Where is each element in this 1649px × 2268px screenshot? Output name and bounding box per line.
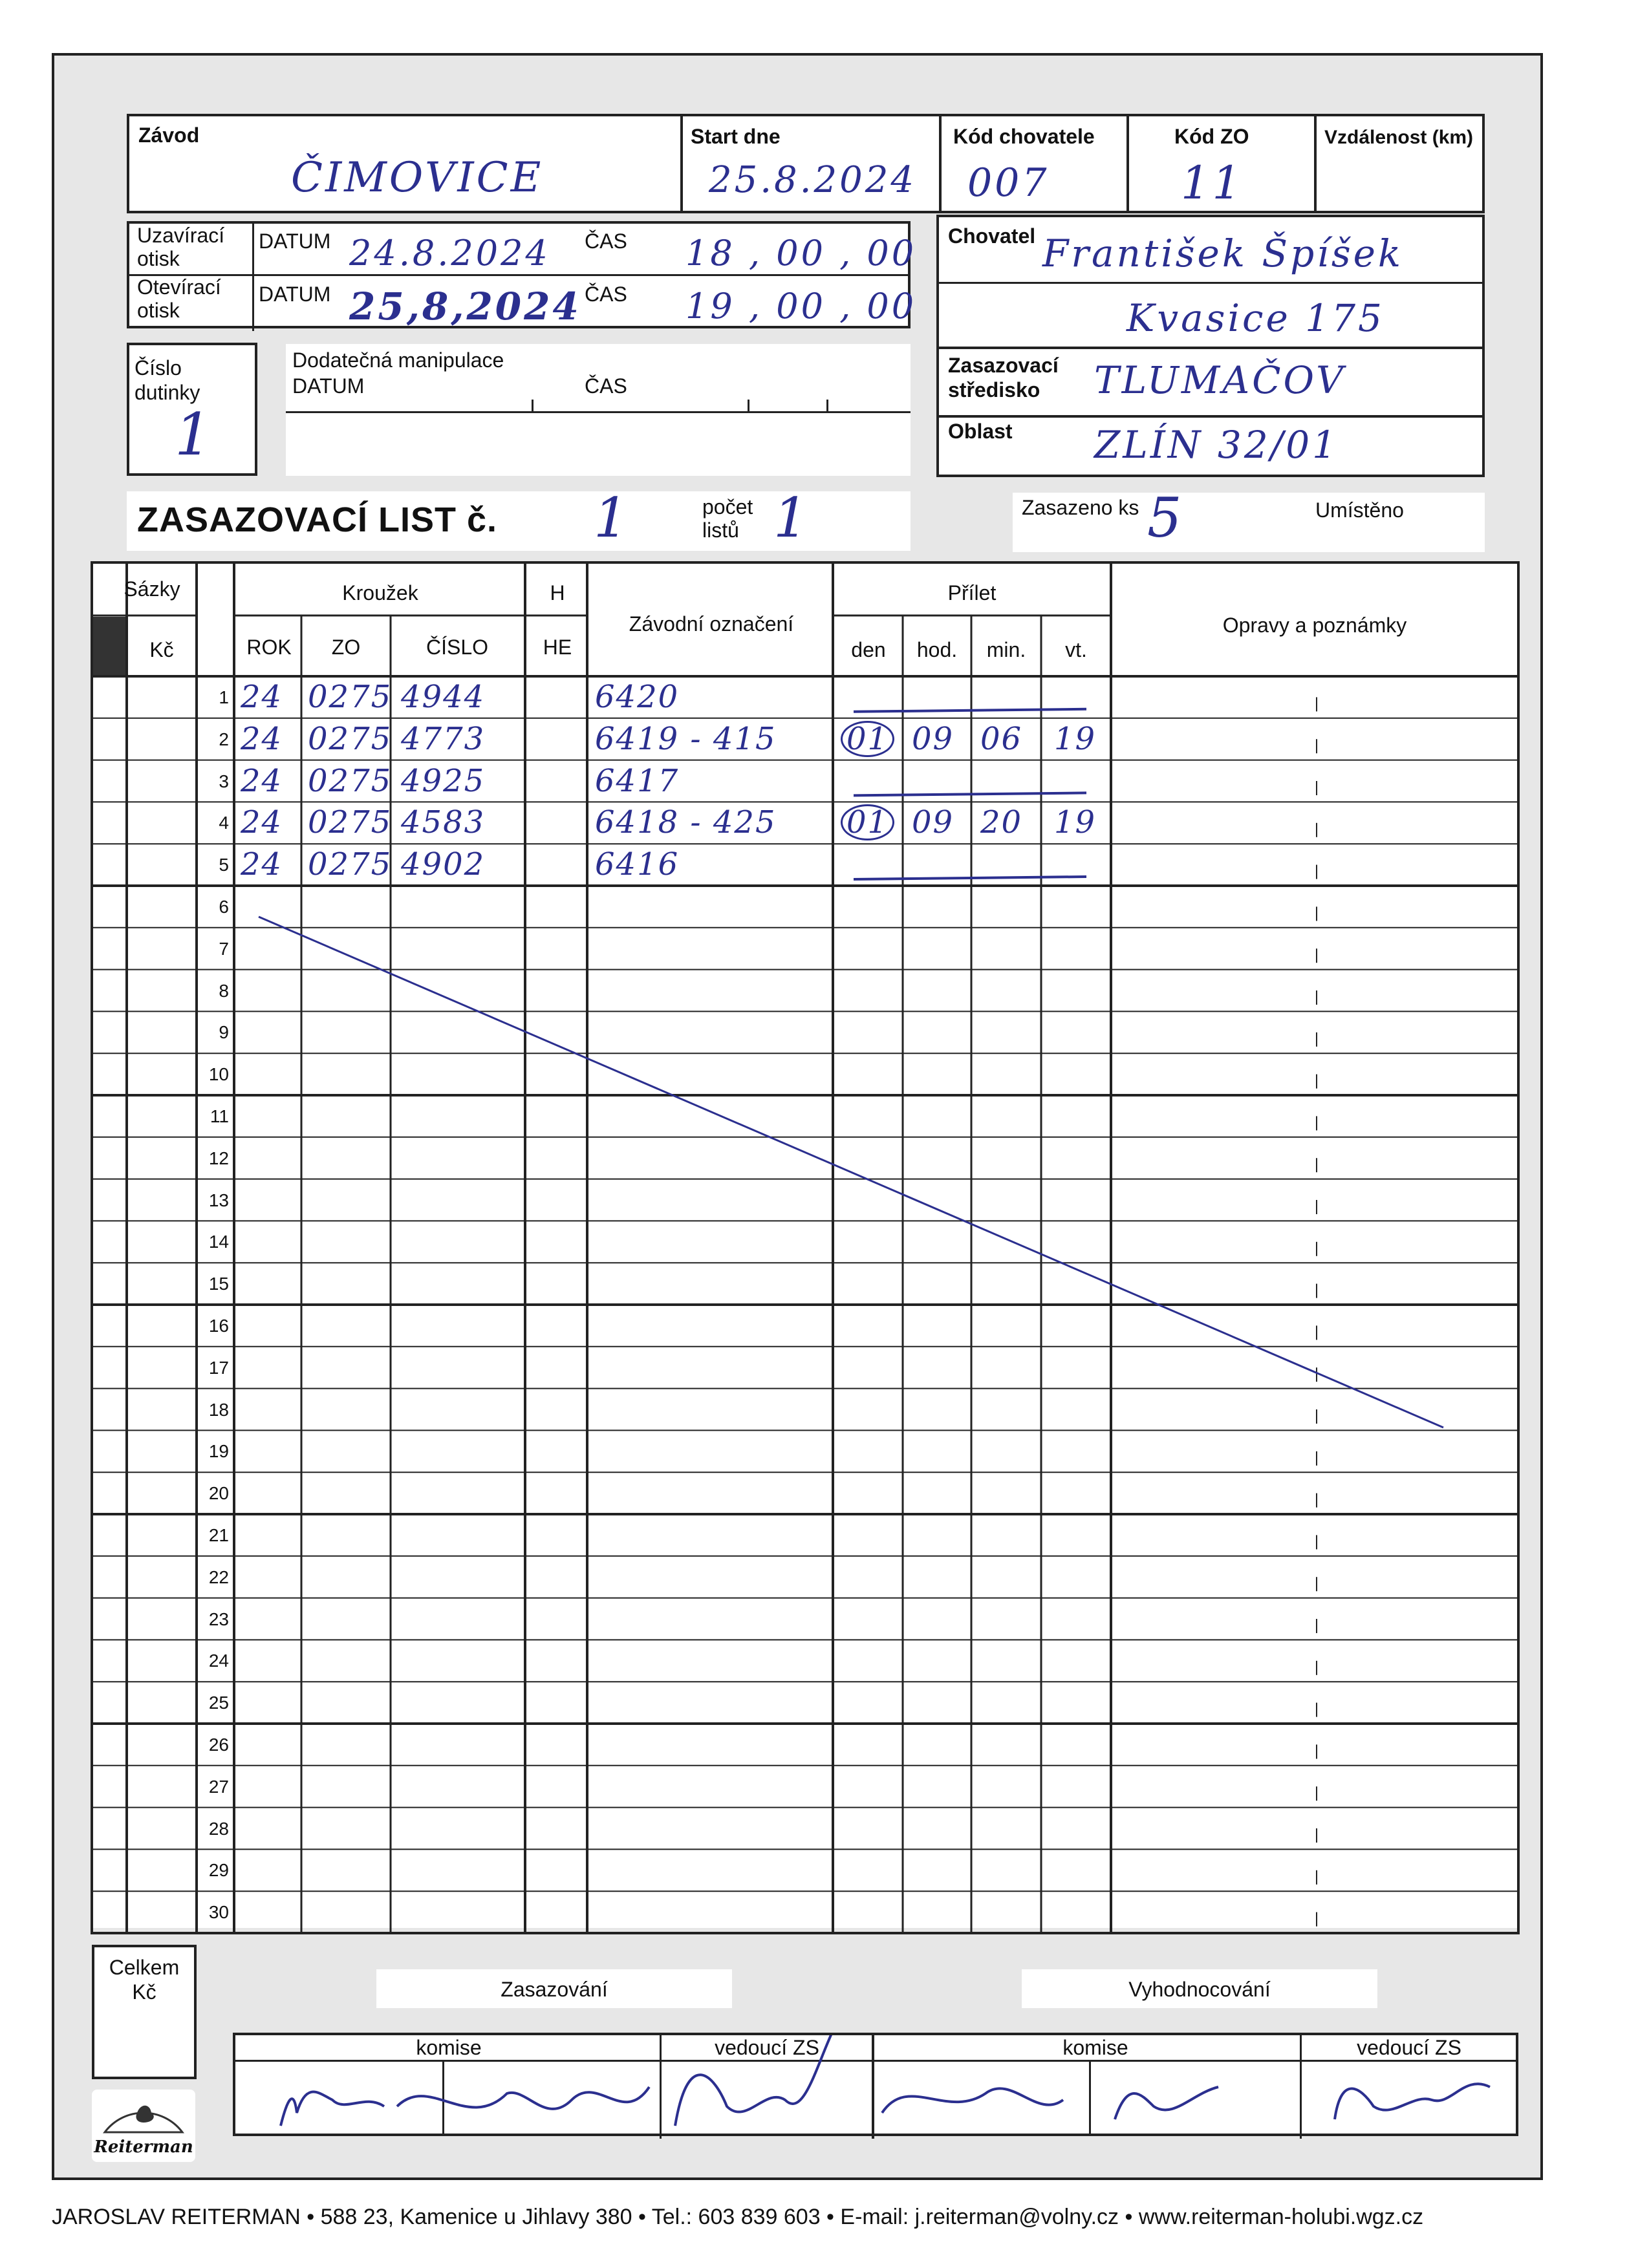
uzaviraci-datum-value: 24.8.2024 <box>349 233 550 273</box>
vyhodnocovani-label: Vyhodnocování <box>1128 1978 1271 2001</box>
entry-oznaceni: 6417 <box>595 762 680 799</box>
kod-chovatele-value: 007 <box>967 160 1050 206</box>
row-number: 3 <box>219 771 229 791</box>
entry-cislo: 4944 <box>401 679 486 715</box>
stredisko-value: TLUMAČOV <box>1094 358 1346 402</box>
prilet-dash <box>854 793 1086 795</box>
manipulace-datum-label: DATUM <box>292 374 365 398</box>
header-kc: Kč <box>149 638 174 661</box>
signature-komise-3 <box>882 2088 1063 2113</box>
row-number: 26 <box>208 1735 229 1755</box>
entry-zo: 0275 <box>308 804 393 841</box>
zasazovani-strip <box>376 1969 732 2008</box>
komise-vyhodnocovani-label: komise <box>1062 2036 1128 2059</box>
uzaviraci-datum-label: DATUM <box>259 230 331 253</box>
row-number: 30 <box>208 1902 229 1923</box>
row-number: 11 <box>210 1106 229 1126</box>
sazky-marker <box>93 617 125 675</box>
entry-den: 01 <box>841 804 894 840</box>
chovatel-address: Kvasice 175 <box>1126 296 1385 340</box>
row-number: 6 <box>219 897 229 917</box>
header-zo: ZO <box>331 636 361 659</box>
row-number: 29 <box>208 1860 229 1881</box>
row-number: 23 <box>208 1609 229 1629</box>
celkem-box <box>92 1945 197 2079</box>
signature-komise-2 <box>397 2087 649 2109</box>
header-krouzek: Kroužek <box>342 581 418 604</box>
celkem-label: Celkem Kč <box>109 1956 180 2004</box>
entry-oznaceni: 6416 <box>595 846 680 883</box>
entry-rok: 24 <box>241 679 283 715</box>
header-prilet: Přílet <box>947 581 997 604</box>
zasazovani-label: Zasazování <box>501 1978 608 2001</box>
entry-zo: 0275 <box>308 762 393 799</box>
header-rok: ROK <box>246 636 292 659</box>
entry-rok: 24 <box>241 762 283 799</box>
row-number: 19 <box>208 1441 229 1462</box>
header-sazky: Sázky <box>124 577 180 601</box>
header-he: HE <box>543 636 572 659</box>
signature-vedouci-1 <box>675 2035 837 2126</box>
uzaviraci-cas-label: ČAS <box>585 230 627 253</box>
dutinky-value: 1 <box>175 401 215 469</box>
signatures <box>235 2035 1518 2136</box>
oteviraci-datum-value: 25,8,2024 <box>349 284 581 328</box>
pocet-label: počet listů <box>702 495 753 542</box>
row-number: 2 <box>219 729 229 749</box>
pocet-value: 1 <box>773 486 811 550</box>
kod-zo-value: 11 <box>1181 156 1244 209</box>
signature-komise-1 <box>281 2092 384 2126</box>
entry-rok: 24 <box>241 720 283 757</box>
manipulace-label: Dodatečná manipulace <box>292 348 504 372</box>
umisteno-label: Umístěno <box>1315 498 1404 522</box>
entry-oznaceni: 6418 - 425 <box>595 804 777 841</box>
row-number: 8 <box>219 980 229 1001</box>
manipulace-cas-label: ČAS <box>585 374 627 398</box>
chovatel-name: František Špíšek <box>1042 231 1404 275</box>
vzdalenost-label: Vzdálenost (km) <box>1324 127 1474 148</box>
entry-oznaceni: 6420 <box>595 679 680 715</box>
row-number: 9 <box>219 1022 229 1043</box>
stredisko-label: Zasazovací středisko <box>948 354 1059 401</box>
row-number: 4 <box>219 813 229 833</box>
entry-rok: 24 <box>241 846 283 883</box>
uzaviraci-cas-value: 18 , 00 , 00 <box>685 233 917 273</box>
entry-hod: 09 <box>912 720 954 757</box>
header-vt: vt. <box>1065 638 1087 661</box>
entry-vt: 19 <box>1054 804 1097 841</box>
row-number: 18 <box>208 1399 229 1420</box>
oteviraci-cas-value: 19 , 00 , 00 <box>685 286 917 326</box>
oblast-value: ZLÍN 32/01 <box>1094 423 1339 467</box>
row-number: 21 <box>208 1525 229 1545</box>
row-number: 24 <box>208 1651 229 1671</box>
row-number: 12 <box>208 1148 229 1168</box>
pigeon-icon <box>92 2093 195 2139</box>
table-border <box>92 562 1518 1933</box>
zasazeno-value: 5 <box>1147 486 1185 550</box>
zavod-value: ČIMOVICE <box>291 154 544 202</box>
row-number: 13 <box>208 1190 229 1210</box>
row-number: 17 <box>208 1357 229 1378</box>
vedouci-vyhodnocovani-label: vedoucí ZS <box>1357 2036 1461 2059</box>
row-number: 5 <box>219 855 229 875</box>
entry-cislo: 4902 <box>401 846 486 883</box>
row-number: 1 <box>219 687 229 707</box>
cancel-diagonal-line <box>259 917 1443 1428</box>
entry-min: 20 <box>980 804 1023 841</box>
header-den: den <box>851 638 886 661</box>
signature-vedouci-2 <box>1335 2084 1490 2119</box>
kod-chovatele-label: Kód chovatele <box>953 125 1095 148</box>
entry-cislo: 4925 <box>401 762 486 799</box>
oteviraci-cas-label: ČAS <box>585 283 627 306</box>
dutinky-label: Číslo dutinky <box>135 356 200 404</box>
row-number: 16 <box>208 1316 229 1336</box>
entry-zo: 0275 <box>308 720 393 757</box>
oteviraci-datum-label: DATUM <box>259 283 331 306</box>
signature-komise-4 <box>1115 2087 1218 2119</box>
footer-text: JAROSLAV REITERMAN • 588 23, Kamenice u Jihlavy 380 • Tel.: 603 839 603 • E-mail: j.reiterman@volny.cz • www.reiterman-holubi.wgz.cz <box>52 2205 1424 2229</box>
kod-zo-label: Kód ZO <box>1174 125 1249 148</box>
entry-den: 01 <box>841 721 894 757</box>
komise-zasazovani-label: komise <box>416 2036 482 2059</box>
prilet-dash <box>854 877 1086 879</box>
logo-box <box>92 2090 195 2162</box>
signature-box <box>233 2033 1518 2136</box>
header-min: min. <box>986 638 1026 661</box>
entry-vt: 19 <box>1054 720 1097 757</box>
row-number: 10 <box>208 1064 229 1085</box>
start-label: Start dne <box>691 125 781 148</box>
header-opravy: Opravy a poznámky <box>1222 614 1407 637</box>
row-number: 27 <box>208 1776 229 1797</box>
entry-cislo: 4773 <box>401 720 486 757</box>
header-hod: hod. <box>916 638 958 661</box>
header-zavodni: Závodní označení <box>629 612 794 636</box>
uzaviraci-label: Uzavírací otisk <box>137 224 225 270</box>
header-h: H <box>550 581 565 604</box>
row-number: 25 <box>208 1693 229 1713</box>
prilet-dash <box>854 709 1086 712</box>
oteviraci-label: Otevírací otisk <box>137 275 221 322</box>
row-number: 7 <box>219 938 229 959</box>
zasazeno-label: Zasazeno ks <box>1022 496 1139 519</box>
row-number: 15 <box>208 1274 229 1294</box>
start-value: 25.8.2024 <box>709 159 917 201</box>
entry-cislo: 4583 <box>401 804 486 841</box>
row-number: 22 <box>208 1567 229 1587</box>
row-number: 28 <box>208 1818 229 1839</box>
entry-min: 06 <box>980 720 1023 757</box>
oblast-label: Oblast <box>948 420 1013 443</box>
list-title: ZASAZOVACÍ LIST č. <box>137 500 498 539</box>
entry-zo: 0275 <box>308 846 393 883</box>
row-number: 14 <box>208 1232 229 1252</box>
logo-text: Reiterman <box>94 2137 193 2157</box>
header-cislo: ČÍSLO <box>426 636 489 659</box>
chovatel-label: Chovatel <box>948 224 1036 248</box>
vedouci-zasazovani-label: vedoucí ZS <box>715 2036 819 2059</box>
entry-oznaceni: 6419 - 415 <box>595 720 777 757</box>
entry-zo: 0275 <box>308 679 393 715</box>
list-cislo: 1 <box>594 486 631 550</box>
zavod-label: Závod <box>138 123 200 147</box>
row-number: 20 <box>208 1483 229 1504</box>
vyhodnocovani-strip <box>1022 1969 1377 2008</box>
entry-rok: 24 <box>241 804 283 841</box>
entry-hod: 09 <box>912 804 954 841</box>
